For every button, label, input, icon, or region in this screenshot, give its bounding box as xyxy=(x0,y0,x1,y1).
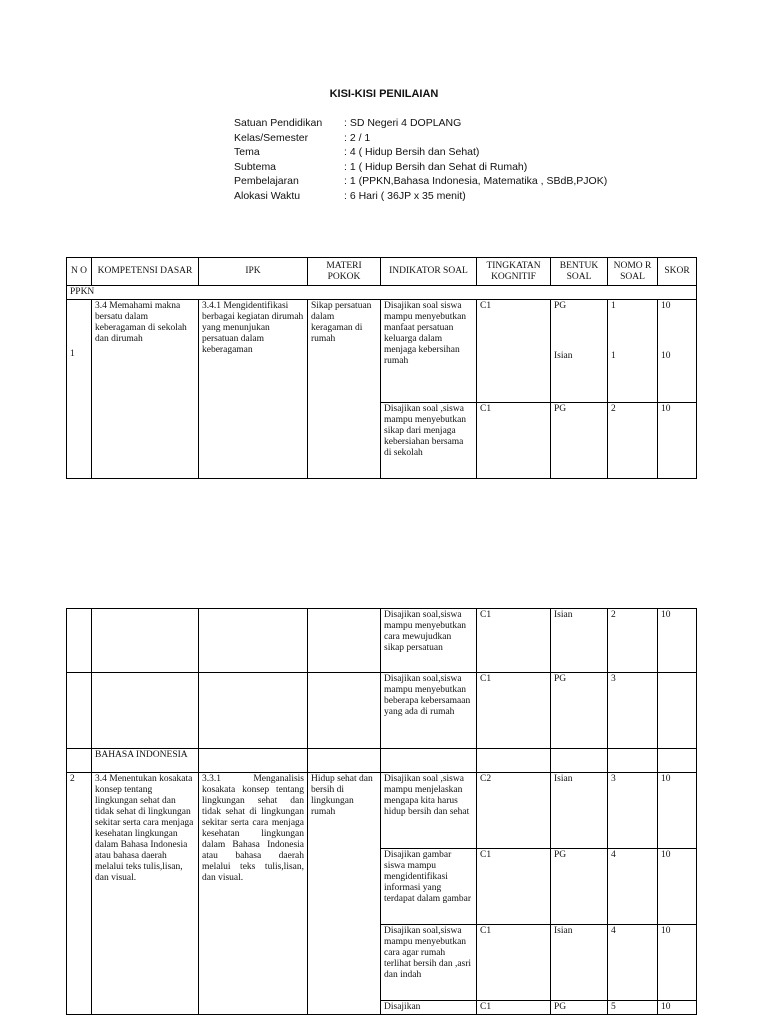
nomor-soal: 4 xyxy=(608,925,658,1001)
skor xyxy=(658,300,697,403)
header-bentuk: BENTUK SOAL xyxy=(551,258,608,286)
indikator-soal: Disajikan soal siswa mampu menyebutkan manfaat persatuan keluarga dalam menjaga kebersihan rumah xyxy=(381,300,477,403)
tingkatan-kognitif: C1 xyxy=(477,403,551,479)
indikator-soal: Disajikan soal ,siswa mampu menjelaskan mengapa kita harus hidup bersih dan sehat xyxy=(381,773,477,849)
skor: 10 xyxy=(658,609,697,673)
skor: 10 xyxy=(658,925,697,1001)
materi-pokok: Sikap persatuan dalam keragaman di rumah xyxy=(308,300,381,479)
header-no: N O xyxy=(67,258,92,286)
table-row xyxy=(67,773,697,849)
document-meta xyxy=(234,116,607,203)
tingkatan-kognitif: C1 xyxy=(477,849,551,925)
meta-label: Subtema xyxy=(234,160,277,173)
section-label: PPKN xyxy=(67,286,697,300)
bentuk-soal: Isian xyxy=(551,925,608,1001)
meta-row xyxy=(234,174,607,189)
section-row xyxy=(67,286,697,300)
nomor-soal-value: 1 xyxy=(611,301,616,311)
meta-value: : 4 ( Hidup Bersih dan Sehat) xyxy=(344,146,480,158)
bentuk-soal xyxy=(551,300,608,403)
indikator-soal: Disajikan gambar siswa mampu mengidentifikasi informasi yang terdapat dalam gambar xyxy=(381,849,477,925)
tingkatan-kognitif: C1 xyxy=(477,1001,551,1015)
bentuk-soal: Isian xyxy=(551,773,608,849)
skor: 10 xyxy=(658,1001,697,1015)
header-ipk: IPK xyxy=(199,258,308,286)
meta-label: Tema xyxy=(234,146,260,158)
skor-value: 10 xyxy=(661,301,671,311)
header-skor: SKOR xyxy=(658,258,697,286)
nomor-soal: 3 xyxy=(608,673,658,749)
assessment-table-2 xyxy=(66,608,697,1015)
meta-value: : SD Negeri 4 DOPLANG xyxy=(344,117,462,129)
document-title: KISI-KISI PENILAIAN xyxy=(329,88,439,100)
skor xyxy=(658,673,697,749)
nomor-soal xyxy=(608,300,658,403)
meta-row xyxy=(234,131,607,146)
bentuk-soal: PG xyxy=(551,403,608,479)
nomor-soal: 5 xyxy=(608,1001,658,1015)
nomor-soal: 2 xyxy=(608,609,658,673)
table-row xyxy=(67,300,697,403)
bentuk-soal-value: PG xyxy=(554,301,567,311)
table-header-row xyxy=(67,258,697,286)
indikator-soal: Disajikan soal,siswa mampu menyebutkan beberapa kebersamaan yang ada di rumah xyxy=(381,673,477,749)
meta-value: : 1 (PPKN,Bahasa Indonesia, Matematika , SBdB,PJOK) xyxy=(344,175,608,187)
table-row xyxy=(67,673,697,749)
skor: 10 xyxy=(658,773,697,849)
bentuk-soal: Isian xyxy=(551,609,608,673)
assessment-table-1 xyxy=(66,257,697,479)
header-tingkatan: TINGKATAN KOGNITIF xyxy=(477,258,551,286)
meta-label: Pembelajaran xyxy=(234,175,299,187)
header-indikator: INDIKATOR SOAL xyxy=(381,258,477,286)
meta-row xyxy=(234,160,607,175)
tingkatan-kognitif: C1 xyxy=(477,300,551,403)
section-row xyxy=(67,749,697,773)
tingkatan-kognitif: C1 xyxy=(477,925,551,1001)
meta-row xyxy=(234,145,607,160)
meta-value: : 6 Hari ( 36JP x 35 menit) xyxy=(344,189,466,202)
row-number: 1 xyxy=(67,300,92,479)
bentuk-soal: PG xyxy=(551,1001,608,1015)
meta-label: Satuan Pendidikan xyxy=(234,117,323,129)
bentuk-soal-value: Isian xyxy=(554,351,573,361)
ipk-cell: 3.4.1 Mengidentifikasi berbagai kegiatan dirumah yang menunjukan persatuan dalam keberagaman xyxy=(199,300,308,479)
header-nomor: NOMO R SOAL xyxy=(608,258,658,286)
nomor-soal: 2 xyxy=(608,403,658,479)
header-kd: KOMPETENSI DASAR xyxy=(92,258,199,286)
ipk-cell: 3.3.1 Menganalisis kosakata konsep tentang lingkungan sehat dan tidak sehat di lingkungan sekitar serta cara menjaga kesehatan lingkungan dalam Bahasa Indonesia atau bahasa daerah melalui teks tulis,lisan, dan visual. xyxy=(199,773,308,1015)
materi-pokok: Hidup sehat dan bersih di lingkungan rumah xyxy=(308,773,381,1015)
meta-value: : 2 / 1 xyxy=(344,131,371,144)
indikator-soal: Disajikan soal,siswa mampu menyebutkan cara agar rumah terlihat bersih dan ,asri dan indah xyxy=(381,925,477,1001)
meta-value: : 1 ( Hidup Bersih dan Sehat di Rumah) xyxy=(344,160,528,173)
meta-label: Kelas/Semester xyxy=(234,131,309,144)
tingkatan-kognitif: C1 xyxy=(477,609,551,673)
skor-value: 10 xyxy=(661,351,671,361)
tingkatan-kognitif: C2 xyxy=(477,773,551,849)
nomor-soal: 3 xyxy=(608,773,658,849)
meta-label: Alokasi Waktu xyxy=(234,189,301,202)
skor: 10 xyxy=(658,403,697,479)
indikator-soal: Disajikan soal ,siswa mampu menyebutkan sikap dari menjaga kebersiahan bersama di sekolah xyxy=(381,403,477,479)
meta-row xyxy=(234,189,607,204)
bentuk-soal: PG xyxy=(551,849,608,925)
kompetensi-dasar: 3.4 Memahami makna bersatu dalam keberagaman di sekolah dan dirumah xyxy=(92,300,199,479)
meta-row xyxy=(234,116,607,131)
row-number: 2 xyxy=(67,773,92,1015)
indikator-soal: Disajikan xyxy=(381,1001,477,1015)
indikator-soal: Disajikan soal,siswa mampu menyebutkan cara mewujudkan sikap persatuan xyxy=(381,609,477,673)
bentuk-soal: PG xyxy=(551,673,608,749)
skor: 10 xyxy=(658,849,697,925)
nomor-soal: 4 xyxy=(608,849,658,925)
tingkatan-kognitif: C1 xyxy=(477,673,551,749)
header-materi: MATERI POKOK xyxy=(308,258,381,286)
nomor-soal-value: 1 xyxy=(611,351,616,361)
table-row xyxy=(67,609,697,673)
section-label: BAHASA INDONESIA xyxy=(92,749,199,773)
kompetensi-dasar: 3.4 Menentukan kosakata konsep tentang lingkungan sehat dan tidak sehat di lingkungan sekitar serta cara menjaga kesehatan lingkungan dalam Bahasa Indonesia atau bahasa daerah melalui teks tulis,lisan, dan visual. xyxy=(92,773,199,1015)
